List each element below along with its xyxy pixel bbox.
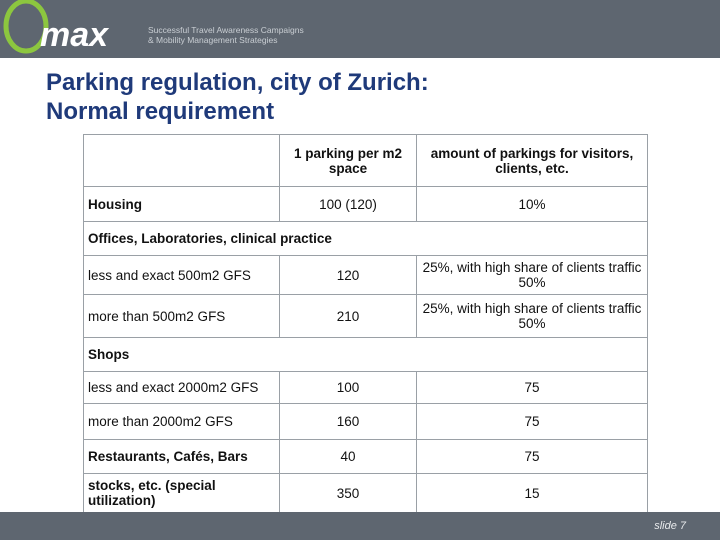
row-label: Housing <box>84 187 280 222</box>
row-visitors: 15 <box>417 474 648 513</box>
section-label: Offices, Laboratories, clinical practice <box>84 222 648 256</box>
row-visitors: 75 <box>417 372 648 404</box>
header-visitors: amount of parkings for visitors, clients, etc. <box>417 135 648 187</box>
header-bar <box>0 0 720 58</box>
parking-table-container <box>83 134 648 512</box>
tagline-line-2: & Mobility Management Strategies <box>148 35 278 45</box>
row-visitors: 10% <box>417 187 648 222</box>
footer-bar <box>0 512 720 540</box>
tagline-line-1: Successful Travel Awareness Campaigns <box>148 25 304 35</box>
row-per-m2: 120 <box>280 256 417 295</box>
table-row <box>84 256 648 295</box>
title-line-1: Parking regulation, city of Zurich: <box>46 69 429 96</box>
row-per-m2: 40 <box>280 440 417 474</box>
table-row <box>84 372 648 404</box>
page-title <box>46 68 429 126</box>
slide-number: slide 7 <box>654 520 686 532</box>
row-visitors: 75 <box>417 404 648 440</box>
row-per-m2: 350 <box>280 474 417 513</box>
header-per-m2: 1 parking per m2 space <box>280 135 417 187</box>
table-row <box>84 440 648 474</box>
section-row <box>84 222 648 256</box>
max-logo <box>2 0 147 58</box>
section-label: Shops <box>84 338 648 372</box>
table-header-row <box>84 135 648 187</box>
row-label: Restaurants, Cafés, Bars <box>84 440 280 474</box>
row-label: more than 2000m2 GFS <box>84 404 280 440</box>
header-empty-cell <box>84 135 280 187</box>
row-label: less and exact 2000m2 GFS <box>84 372 280 404</box>
row-label: less and exact 500m2 GFS <box>84 256 280 295</box>
row-label: stocks, etc. (special utilization) <box>84 474 280 513</box>
row-per-m2: 100 <box>280 372 417 404</box>
table-row <box>84 295 648 338</box>
row-visitors: 25%, with high share of clients traffic 50% <box>417 256 648 295</box>
title-line-2: Normal requirement <box>46 98 275 125</box>
table-row <box>84 187 648 222</box>
row-per-m2: 210 <box>280 295 417 338</box>
header-tagline <box>148 25 304 45</box>
table-row <box>84 404 648 440</box>
svg-text:max: max <box>40 16 109 54</box>
row-per-m2: 100 (120) <box>280 187 417 222</box>
row-visitors: 75 <box>417 440 648 474</box>
row-per-m2: 160 <box>280 404 417 440</box>
section-row <box>84 338 648 372</box>
row-label: more than 500m2 GFS <box>84 295 280 338</box>
parking-table <box>83 134 648 513</box>
table-row <box>84 474 648 513</box>
row-visitors: 25%, with high share of clients traffic 50% <box>417 295 648 338</box>
